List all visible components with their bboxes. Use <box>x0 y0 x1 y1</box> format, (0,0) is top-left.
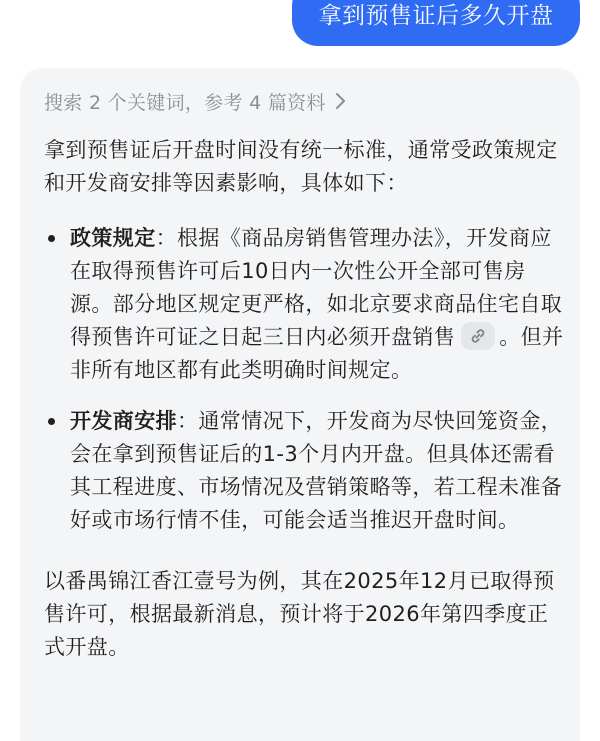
search-summary-row[interactable] <box>44 84 348 118</box>
bullet-dot <box>48 418 55 425</box>
search-summary-text: 搜索 2 个关键词，参考 4 篇资料 <box>44 91 326 114</box>
bullet-separator: ： <box>155 226 178 250</box>
link-icon <box>469 327 487 345</box>
list-item-policy <box>44 222 564 387</box>
answer-intro: 拿到预售证后开盘时间没有统一标准，通常受政策规定和开发商安排等因素影响，具体如下： <box>44 138 558 195</box>
bullet-term: 开发商安排 <box>70 409 177 433</box>
answer-content <box>44 134 564 664</box>
chevron-right-icon <box>334 92 348 110</box>
bullet-text-continued: 。但并非所有地区都有此类明确时间规定。 <box>70 325 564 382</box>
bullet-dot <box>48 235 55 242</box>
source-link-button[interactable] <box>461 322 495 350</box>
answer-example: 以番禺锦江香江壹号为例，其在2025年12月已取得预售许可，根据最新消息，预计将于2026年第四季度正式开盘。 <box>44 569 555 659</box>
list-item-developer <box>44 405 564 537</box>
bullet-text: 通常情况下，开发商为尽快回笼资金，会在拿到预售证后的1-3个月内开盘。但具体还需看其工程进度、市场情况及营销策略等，若工程未准备好或市场行情不佳，可能会适当推迟开盘时间。 <box>70 409 563 532</box>
user-message-text: 拿到预售证后多久开盘 <box>318 3 554 29</box>
bullet-separator: ： <box>177 409 199 433</box>
bullet-term: 政策规定 <box>70 226 156 250</box>
user-message-bubble[interactable] <box>292 0 580 46</box>
bullet-text: 根据《商品房销售管理办法》，开发商应在取得预售许可后10日内一次性公开全部可售房源。部分地区规定更严格，如北京要求商品住宅自取得预售许可证之日起三日内必须开盘销售 <box>70 226 563 349</box>
